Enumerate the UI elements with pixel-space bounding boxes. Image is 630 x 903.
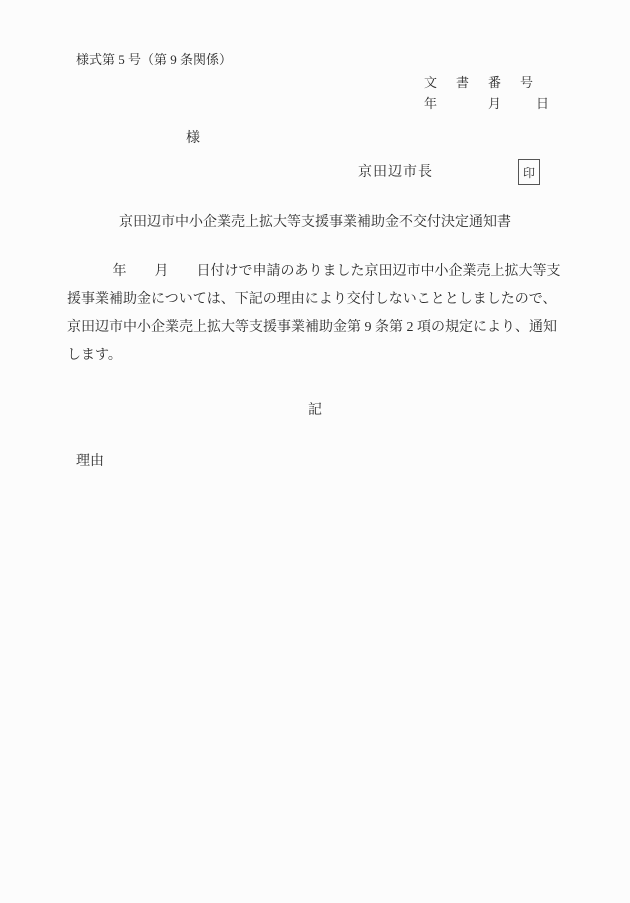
body-paragraph [67, 258, 577, 370]
form-number-label: 様式第 5 号（第 9 条関係） [76, 52, 233, 67]
reason-label: 理由 [76, 454, 104, 469]
document-number-line: 文 書 番 号 [424, 75, 537, 90]
body-line: 京田辺市中小企業売上拡大等支援事業補助金第 9 条第 2 項の規定により、通知 [67, 320, 557, 335]
seal-box: 印 [518, 159, 540, 185]
body-line: 年 月 日付けで申請のありました京田辺市中小企業売上拡大等支 [67, 264, 561, 279]
record-marker: 記 [308, 403, 322, 418]
body-line: 援事業補助金については、下記の理由により交付しないこととしましたので、 [67, 292, 557, 307]
date-line: 年 月 日 [424, 96, 553, 111]
addressee-suffix: 様 [186, 131, 200, 146]
document-title: 京田辺市中小企業売上拡大等支援事業補助金不交付決定通知書 [119, 215, 511, 230]
sender-name: 京田辺市長 [358, 165, 433, 180]
body-line: します。 [67, 348, 122, 363]
